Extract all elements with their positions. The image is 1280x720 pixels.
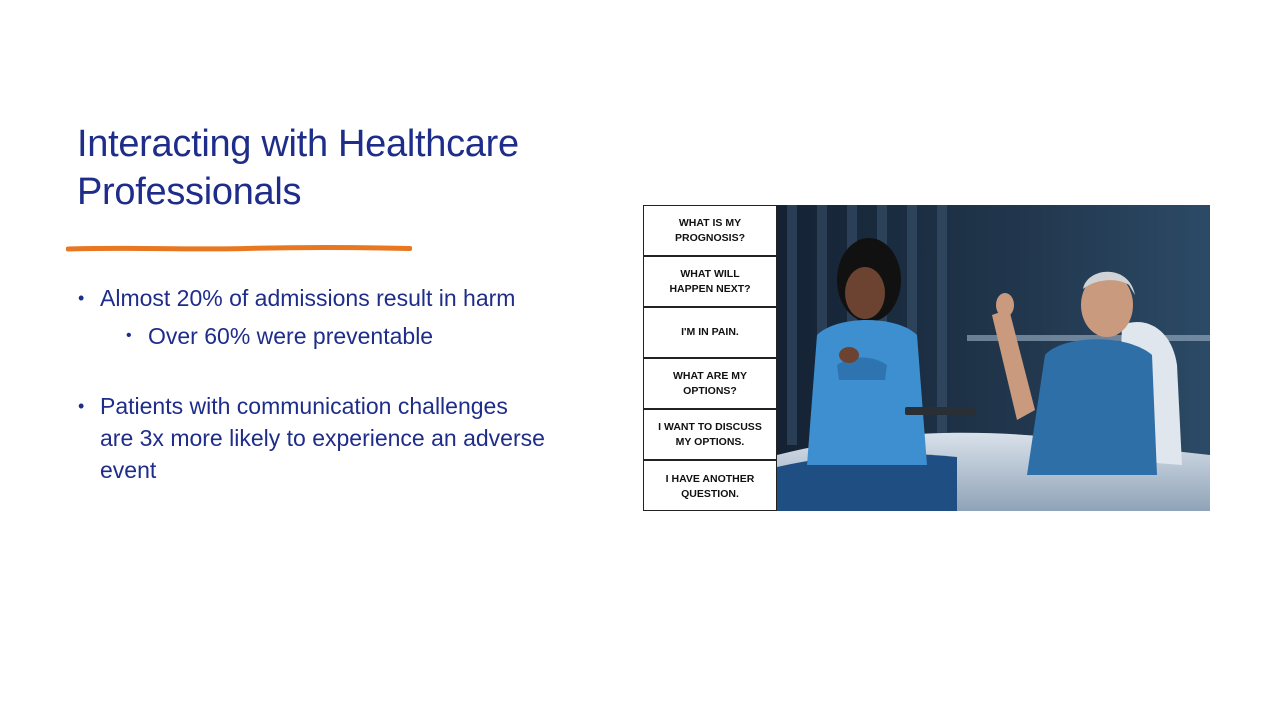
phrase-card: I HAVE ANOTHER QUESTION.	[665, 472, 755, 500]
title-line-2: Professionals	[77, 171, 302, 213]
bullet-item	[76, 282, 546, 314]
sub-bullet-item	[76, 320, 546, 352]
sub-bullet-text: Over 60% were preventable	[148, 323, 434, 349]
bullet-dot-icon: •	[126, 327, 132, 344]
bullet-list	[76, 282, 546, 486]
bullet-dot-icon: •	[78, 288, 85, 308]
phrase-card: WHAT ARE MY OPTIONS?	[644, 359, 776, 410]
slide-title	[77, 120, 617, 216]
phrase-card: WHAT WILL HAPPEN NEXT?	[644, 257, 776, 308]
title-underline	[66, 245, 412, 252]
communication-board-image	[643, 205, 1210, 513]
phrase-card: I WANT TO DISCUSS MY OPTIONS.	[644, 410, 776, 461]
bullet-text: Almost 20% of admissions result in harm	[100, 285, 516, 311]
hospital-photo	[777, 205, 1210, 511]
bullet-text: Patients with communication challenges are 3x more likely to experience an adverse event	[100, 393, 545, 483]
phrase-card-column	[643, 205, 777, 511]
phrase-card: I'M IN PAIN.	[644, 308, 776, 359]
title-line-1: Interacting with Healthcare	[77, 123, 519, 165]
phrase-card: WHAT IS MY PROGNOSIS?	[644, 206, 776, 257]
bullet-item	[76, 390, 546, 486]
bullet-dot-icon: •	[78, 396, 85, 416]
